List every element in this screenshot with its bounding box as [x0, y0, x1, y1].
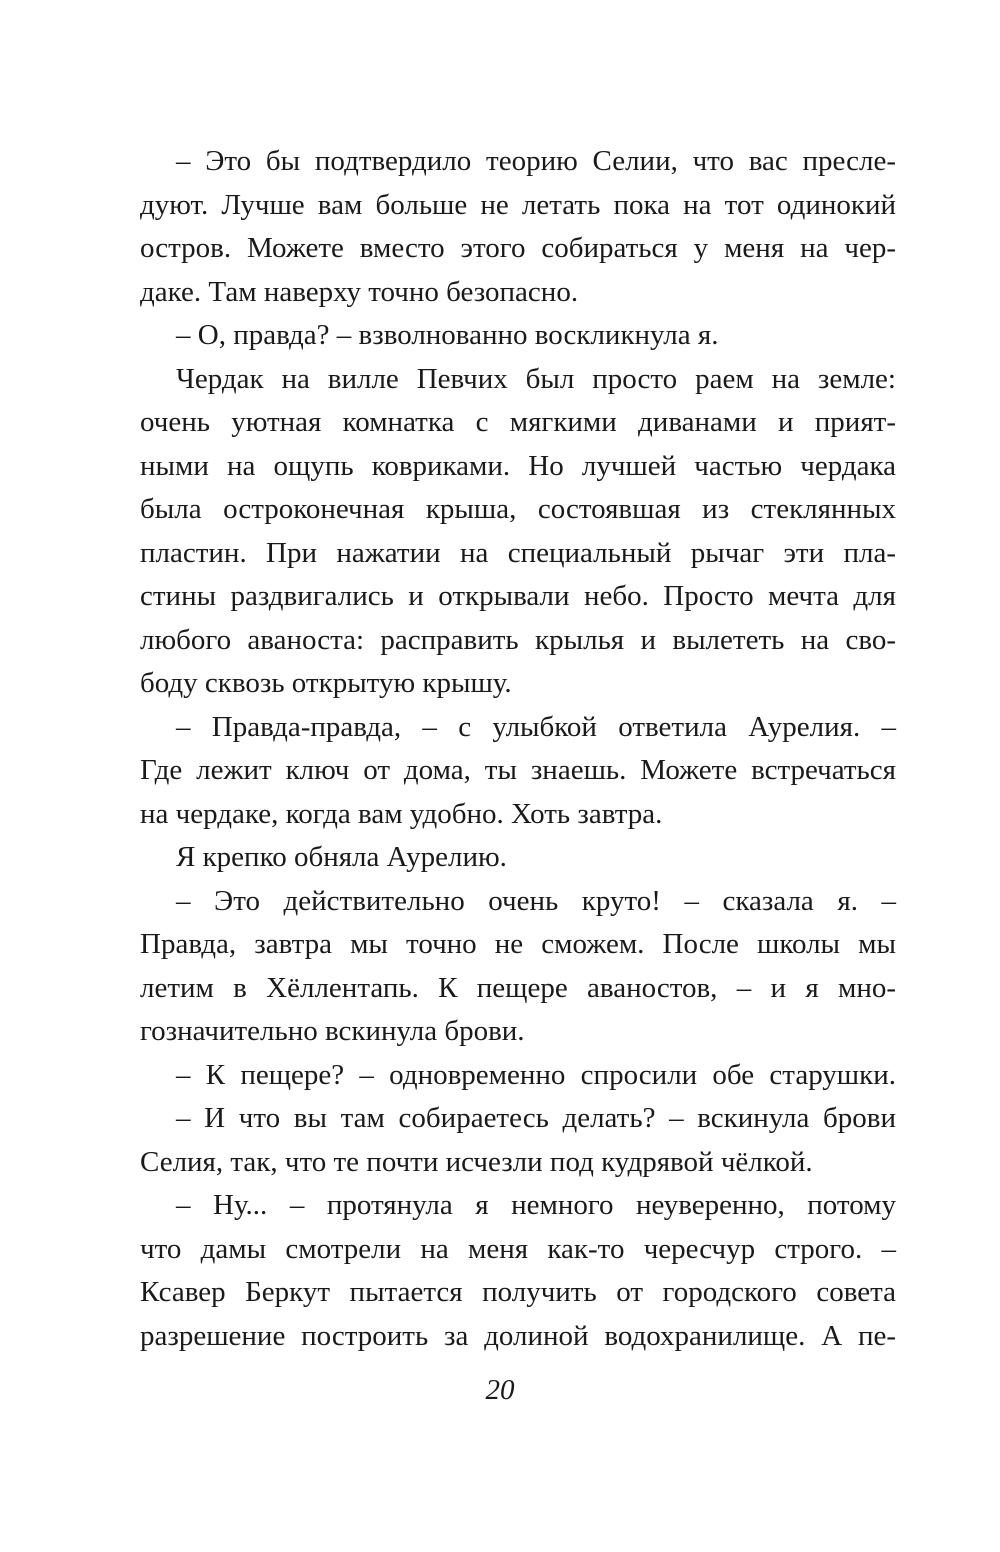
text-line: пластин. При нажатии на специальный рычаг эти пла- — [140, 536, 896, 569]
text-line: – Это действительно очень круто! – сказала я. – — [176, 884, 896, 917]
text-line: ными на ощупь ковриками. Но лучшей частью чердака — [140, 449, 896, 482]
text-line: гозначительно вскинула брови. — [140, 1015, 525, 1047]
text-line: дуют. Лучше вам больше не летать пока на тот одинокий — [140, 188, 896, 221]
text-line: Правда, завтра мы точно не сможем. После школы мы — [140, 928, 896, 960]
text-line: стины раздвигались и открывали небо. Просто мечта для — [140, 580, 896, 612]
text-line: боду сквозь открытую крышу. — [140, 667, 512, 699]
text-line: – Правда-правда, – с улыбкой ответила Аурелия. – — [176, 710, 896, 743]
text-line: Чердак на вилле Певчих был просто раем на земле: — [176, 362, 896, 395]
text-line: – И что вы там собираетесь делать? – вскинула брови — [176, 1102, 896, 1134]
text-line: очень уютная комнатка с мягкими диванами и прият- — [140, 406, 896, 438]
text-line: любого аваноста: расправить крылья и вылететь на сво- — [140, 623, 896, 656]
text-line: – Это бы подтвердило теорию Селии, что вас пресле- — [176, 145, 896, 177]
text-line: – К пещере? – одновременно спросили обе старушки. — [176, 1058, 896, 1091]
text-line: даке. Там наверху точно безопасно. — [140, 275, 579, 308]
text-line: Где лежит ключ от дома, ты знаешь. Можете встречаться — [140, 754, 896, 786]
text-line: разрешение построить за долиной водохранилище. А пе- — [140, 1319, 896, 1352]
text-line: на чердаке, когда вам удобно. Хоть завтра. — [140, 797, 663, 830]
text-line: что дамы смотрели на меня как-то чересчур строго. – — [140, 1232, 896, 1265]
text-line: – О, правда? – взволнованно воскликнула я. — [176, 319, 719, 351]
text-line: Ксавер Беркут пытается получить от городского совета — [140, 1276, 896, 1308]
text-line: – Ну... – протянула я немного неуверенно, потому — [176, 1189, 896, 1221]
text-line: летим в Хёллентапь. К пещере аваностов, – и я мно- — [140, 971, 896, 1004]
text-line: Я крепко обняла Аурелию. — [176, 841, 507, 873]
text-line: Селия, так, что те почти исчезли под кудрявой чёлкой. — [140, 1145, 813, 1178]
text-line: была остроконечная крыша, состоявшая из стеклянных — [140, 493, 896, 525]
text-line: остров. Можете вместо этого собираться у меня на чер- — [140, 232, 896, 264]
body-text — [140, 140, 896, 1358]
page-number: 20 — [485, 1374, 515, 1406]
